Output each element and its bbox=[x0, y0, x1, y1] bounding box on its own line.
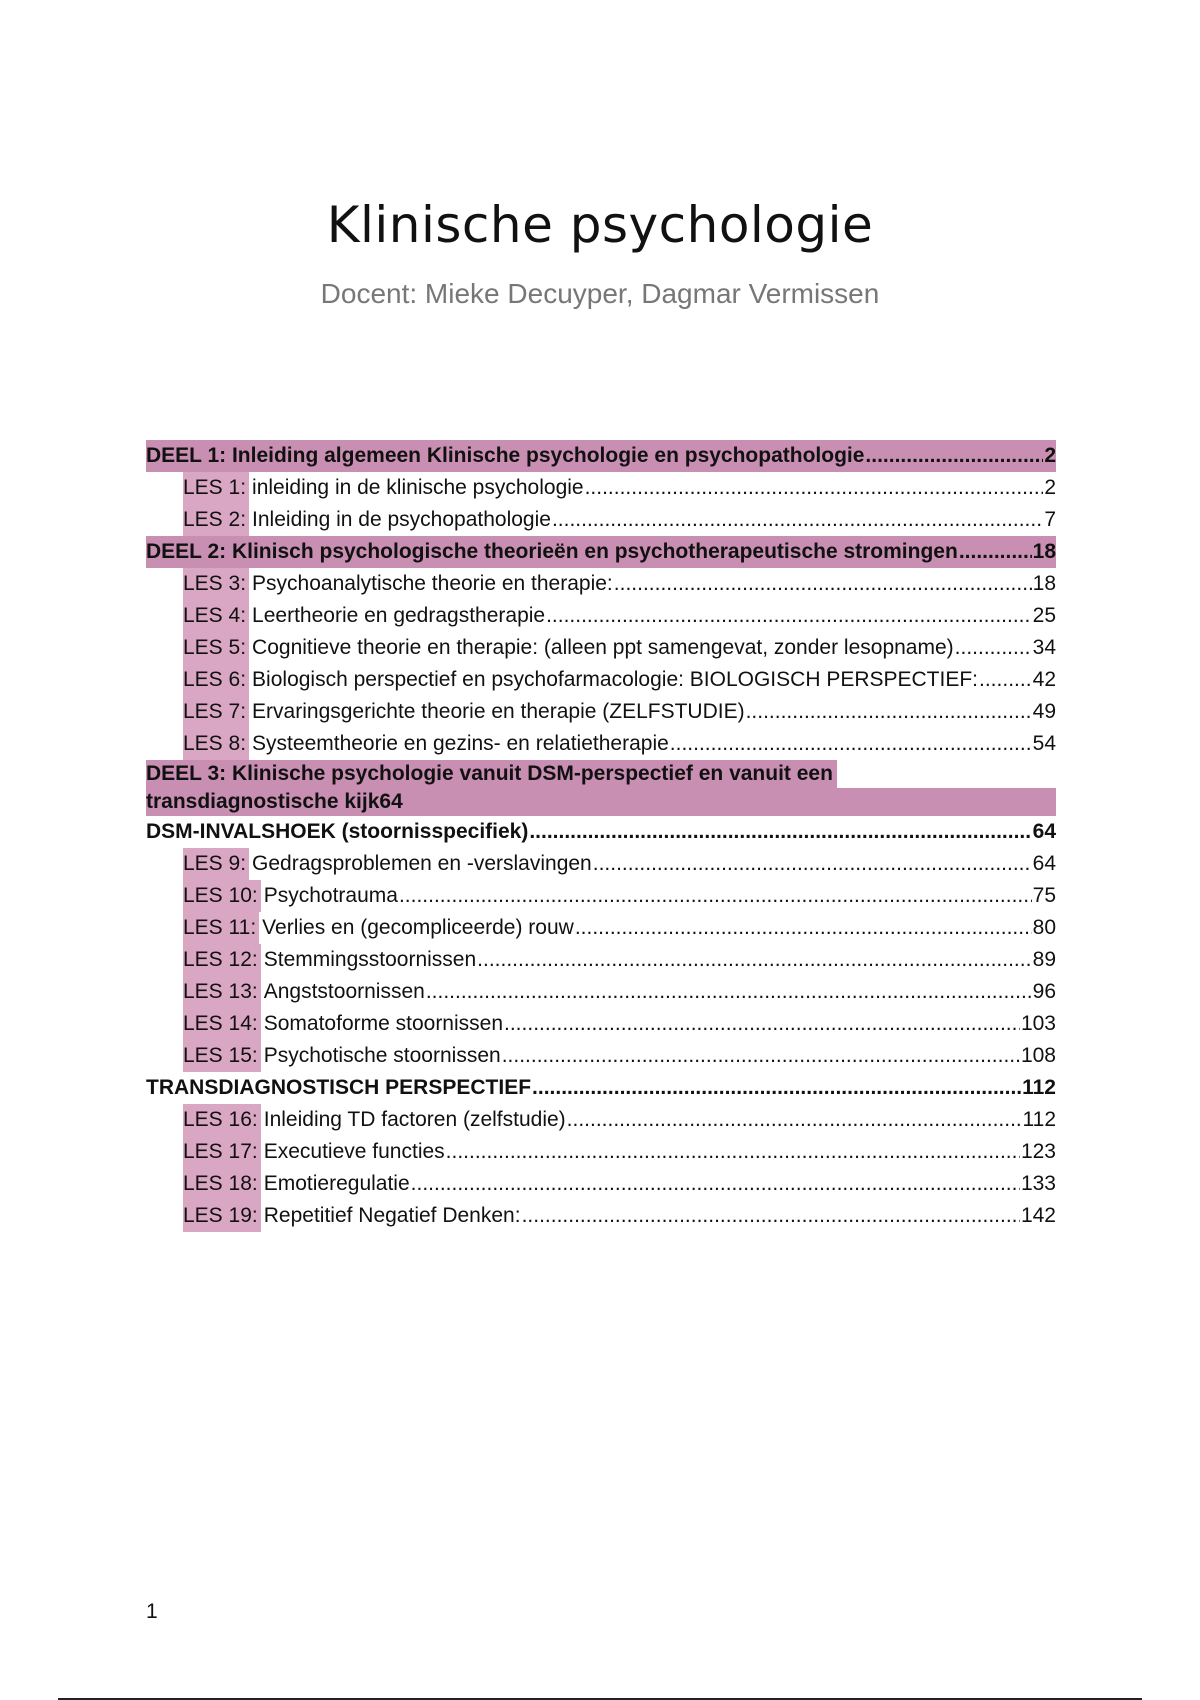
page-number: 1 bbox=[146, 1600, 158, 1623]
toc-page-number: 75 bbox=[1032, 884, 1056, 907]
toc-leader-dots bbox=[477, 944, 1031, 976]
toc-entry-les-6[interactable] bbox=[146, 664, 1056, 696]
table-of-contents bbox=[146, 440, 1056, 1232]
toc-les-number: LES 19: bbox=[183, 1200, 261, 1232]
toc-les-number: LES 13: bbox=[183, 976, 261, 1008]
toc-page-number: 80 bbox=[1032, 916, 1056, 939]
toc-page-number: 2 bbox=[1044, 444, 1056, 467]
toc-leader-dots bbox=[529, 816, 1031, 848]
toc-leader-dots bbox=[614, 568, 1032, 600]
toc-les-title: Verlies en (gecompliceerde) rouw bbox=[262, 916, 574, 939]
toc-entry-les-7[interactable] bbox=[146, 696, 1056, 728]
toc-les-number: LES 11: bbox=[183, 912, 259, 944]
toc-entry-les-8[interactable] bbox=[146, 728, 1056, 760]
toc-page-number: 96 bbox=[1032, 980, 1056, 1003]
toc-les-title: Repetitief Negatief Denken: bbox=[263, 1204, 521, 1227]
toc-les-title: Biologisch perspectief en psychofarmacologie: BIOLOGISCH PERSPECTIEF: bbox=[252, 668, 979, 691]
toc-les-number: LES 6: bbox=[183, 664, 249, 696]
toc-leader-dots bbox=[746, 696, 1032, 728]
toc-les-number: LES 9: bbox=[183, 848, 249, 880]
toc-entry-deel-2[interactable] bbox=[146, 536, 1056, 568]
toc-entry-les-19[interactable] bbox=[146, 1200, 1056, 1232]
toc-les-title: Angststoornissen bbox=[263, 980, 425, 1003]
toc-les-number: LES 4: bbox=[183, 600, 249, 632]
toc-entry-les-10[interactable] bbox=[146, 880, 1056, 912]
toc-page-number: 7 bbox=[1044, 508, 1056, 531]
toc-entry-les-1[interactable] bbox=[146, 472, 1056, 504]
toc-les-title: Psychotische stoornissen bbox=[263, 1044, 501, 1067]
toc-entry-les-9[interactable] bbox=[146, 848, 1056, 880]
toc-les-title: Somatoforme stoornissen bbox=[263, 1012, 504, 1035]
toc-leader-dots bbox=[567, 1104, 1022, 1136]
toc-label-line-2: transdiagnostische kijk bbox=[146, 790, 380, 813]
toc-leader-dots bbox=[575, 912, 1032, 944]
toc-entry-les-14[interactable] bbox=[146, 1008, 1056, 1040]
toc-les-number: LES 14: bbox=[183, 1008, 261, 1040]
toc-label: DSM-INVALSHOEK (stoornisspecifiek) bbox=[146, 820, 529, 843]
document-subtitle: Docent: Mieke Decuyper, Dagmar Vermissen bbox=[320, 278, 880, 309]
toc-leader-dots bbox=[979, 664, 1032, 696]
toc-leader-dots bbox=[502, 1040, 1020, 1072]
toc-entry-les-2[interactable] bbox=[146, 504, 1056, 536]
toc-page-number: 54 bbox=[1032, 732, 1056, 755]
toc-leader-dots bbox=[411, 1168, 1020, 1200]
toc-les-title: Emotieregulatie bbox=[263, 1172, 410, 1195]
toc-entry-les-18[interactable] bbox=[146, 1168, 1056, 1200]
toc-leader-dots bbox=[532, 1072, 1021, 1104]
toc-les-number: LES 8: bbox=[183, 728, 249, 760]
toc-leader-dots bbox=[426, 976, 1032, 1008]
toc-page-number: 103 bbox=[1020, 1012, 1056, 1035]
toc-les-number: LES 2: bbox=[183, 504, 249, 536]
toc-entry-les-5[interactable] bbox=[146, 632, 1056, 664]
toc-page-number: 49 bbox=[1032, 700, 1056, 723]
toc-page-number: 64 bbox=[1032, 852, 1056, 875]
toc-label: DEEL 2: Klinisch psychologische theorieën en psychotherapeutische stromingen bbox=[146, 540, 958, 563]
toc-les-number: LES 17: bbox=[183, 1136, 261, 1168]
document-title: Klinische psychologie bbox=[326, 196, 874, 254]
toc-page-number: 18 bbox=[1032, 572, 1056, 595]
toc-entry-les-15[interactable] bbox=[146, 1040, 1056, 1072]
toc-entry-deel-3[interactable] bbox=[146, 760, 1056, 816]
toc-les-title: Cognitieve theorie en therapie: (alleen ppt samengevat, zonder lesopname) bbox=[252, 636, 954, 659]
toc-label: DEEL 1: Inleiding algemeen Klinische psychologie en psychopathologie bbox=[146, 444, 865, 467]
toc-entry-les-12[interactable] bbox=[146, 944, 1056, 976]
toc-page-number: 18 bbox=[1032, 540, 1056, 563]
toc-page-number: 142 bbox=[1020, 1204, 1056, 1227]
toc-leader-dots bbox=[593, 848, 1032, 880]
toc-leader-dots bbox=[959, 536, 1032, 568]
toc-leader-dots bbox=[446, 1136, 1020, 1168]
toc-les-number: LES 18: bbox=[183, 1168, 261, 1200]
toc-page-number: 133 bbox=[1020, 1172, 1056, 1195]
toc-les-number: LES 3: bbox=[183, 568, 249, 600]
toc-leader-dots bbox=[552, 504, 1043, 536]
toc-les-title: Psychotrauma bbox=[263, 884, 398, 907]
toc-leader-dots bbox=[955, 632, 1032, 664]
toc-leader-dots bbox=[522, 1200, 1020, 1232]
toc-les-number: LES 7: bbox=[183, 696, 249, 728]
toc-page-number: 64 bbox=[1032, 820, 1056, 843]
toc-page-number: 64 bbox=[379, 790, 403, 813]
toc-les-title: Inleiding TD factoren (zelfstudie) bbox=[263, 1108, 566, 1131]
toc-entry-transdiagnostisch[interactable] bbox=[146, 1072, 1056, 1104]
toc-les-number: LES 12: bbox=[183, 944, 261, 976]
toc-label-line-1: DEEL 3: Klinische psychologie vanuit DSM-perspectief en vanuit een bbox=[146, 760, 837, 788]
toc-les-title: Leertheorie en gedragstherapie bbox=[252, 604, 546, 627]
toc-les-title: Gedragsproblemen en -verslavingen bbox=[252, 852, 592, 875]
toc-les-title: Stemmingsstoornissen bbox=[263, 948, 477, 971]
toc-les-number: LES 1: bbox=[183, 472, 249, 504]
toc-page-number: 42 bbox=[1032, 668, 1056, 691]
toc-les-number: LES 5: bbox=[183, 632, 249, 664]
toc-page-number: 112 bbox=[1022, 1076, 1056, 1099]
toc-page-number: 112 bbox=[1022, 1108, 1056, 1131]
toc-page-number: 34 bbox=[1032, 636, 1056, 659]
toc-entry-les-13[interactable] bbox=[146, 976, 1056, 1008]
toc-page-number: 25 bbox=[1032, 604, 1056, 627]
toc-page-number: 123 bbox=[1020, 1140, 1056, 1163]
toc-les-title: Inleiding in de psychopathologie bbox=[252, 508, 551, 531]
toc-entry-les-16[interactable] bbox=[146, 1104, 1056, 1136]
toc-les-title: Psychoanalytische theorie en therapie: bbox=[252, 572, 613, 595]
toc-les-number: LES 10: bbox=[183, 880, 261, 912]
toc-leader-dots bbox=[399, 880, 1032, 912]
toc-label: TRANSDIAGNOSTISCH PERSPECTIEF bbox=[146, 1076, 532, 1099]
toc-les-title: inleiding in de klinische psychologie bbox=[252, 476, 584, 499]
toc-page-number: 2 bbox=[1044, 476, 1056, 499]
toc-entry-les-4[interactable] bbox=[146, 600, 1056, 632]
toc-leader-dots bbox=[670, 728, 1032, 760]
toc-leader-dots bbox=[504, 1008, 1020, 1040]
toc-les-title: Executieve functies bbox=[263, 1140, 445, 1163]
toc-page-number: 108 bbox=[1020, 1044, 1056, 1067]
toc-les-title: Systeemtheorie en gezins- en relatietherapie bbox=[252, 732, 669, 755]
toc-entry-deel-1[interactable] bbox=[146, 440, 1056, 472]
toc-entry-les-3[interactable] bbox=[146, 568, 1056, 600]
toc-page-number: 89 bbox=[1032, 948, 1056, 971]
toc-les-number: LES 16: bbox=[183, 1104, 261, 1136]
toc-leader-dots bbox=[585, 472, 1044, 504]
toc-les-title: Ervaringsgerichte theorie en therapie (ZELFSTUDIE) bbox=[252, 700, 745, 723]
toc-entry-les-17[interactable] bbox=[146, 1136, 1056, 1168]
toc-entry-dsm-invalshoek[interactable] bbox=[146, 816, 1056, 848]
toc-leader-dots bbox=[546, 600, 1032, 632]
toc-entry-les-11[interactable] bbox=[146, 912, 1056, 944]
toc-leader-dots bbox=[865, 440, 1043, 472]
toc-les-number: LES 15: bbox=[183, 1040, 261, 1072]
